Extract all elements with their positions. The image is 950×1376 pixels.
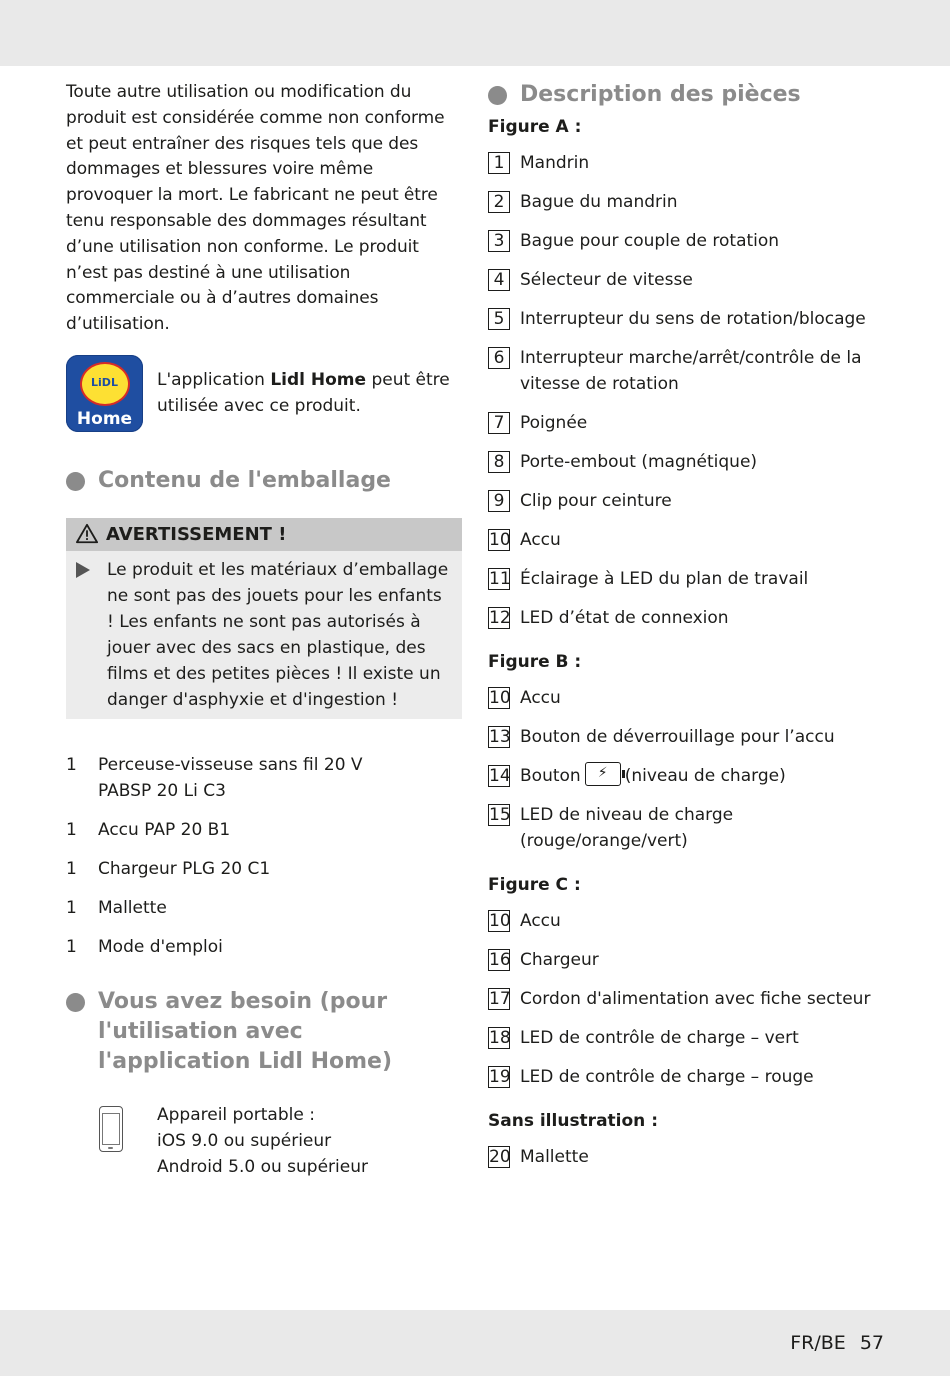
part-number: 10 <box>489 530 511 550</box>
no-illustration-list <box>488 1144 888 1170</box>
page-number: 57 <box>859 1332 884 1354</box>
device-line: Android 5.0 ou supérieur <box>157 1156 368 1177</box>
part-label: Cordon d'alimentation avec fiche secteur <box>520 989 871 1009</box>
battery-charge-icon: ⚡ <box>585 762 621 786</box>
list-item <box>66 817 462 843</box>
smartphone-icon <box>99 1106 123 1152</box>
figure-b-list <box>488 685 888 854</box>
parts-heading <box>488 80 888 110</box>
list-item <box>66 856 462 882</box>
needs-heading <box>66 987 462 1077</box>
list-item <box>488 527 888 553</box>
section-bullet-icon <box>66 993 85 1012</box>
item-quantity: 1 <box>66 754 77 775</box>
warning-title: AVERTISSEMENT ! <box>106 523 287 545</box>
page-footer <box>790 1332 884 1354</box>
part-number: 15 <box>489 805 511 825</box>
list-item <box>488 150 888 176</box>
part-number: 20 <box>489 1147 511 1167</box>
packaging-title: Contenu de l'emballage <box>98 467 391 493</box>
top-bar <box>0 0 950 66</box>
no-illustration-label: Sans illustration : <box>488 1111 658 1131</box>
list-item <box>488 1025 888 1051</box>
packaging-heading <box>66 466 462 496</box>
part-number: 13 <box>489 727 511 747</box>
parts-title: Description des pièces <box>520 82 801 107</box>
list-item <box>488 986 888 1012</box>
list-item <box>488 605 888 631</box>
part-number: 16 <box>489 950 511 970</box>
device-requirements-text <box>157 1102 368 1180</box>
figure-a-list <box>488 150 888 631</box>
item-label: Mode d'emploi <box>98 936 223 957</box>
part-number: 11 <box>489 569 511 589</box>
part-label: Porte-embout (magnétique) <box>520 452 758 472</box>
part-number: 7 <box>488 412 510 434</box>
part-number: 9 <box>488 490 510 512</box>
part-label: Bague du mandrin <box>520 192 678 212</box>
needs-title: Vous avez besoin (pour l'utilisation avec l'application Lidl Home) <box>98 988 393 1074</box>
part-label: Accu <box>520 911 561 931</box>
list-item <box>488 1144 888 1170</box>
part-number: 5 <box>488 308 510 330</box>
list-item <box>66 895 462 921</box>
item-quantity: 1 <box>66 936 77 957</box>
part-number: 19 <box>489 1067 511 1087</box>
item-quantity: 1 <box>66 819 77 840</box>
item-label: Chargeur PLG 20 C1 <box>98 858 271 879</box>
item-label <box>98 752 363 804</box>
part-label: Mandrin <box>520 153 590 173</box>
part-number: 4 <box>488 269 510 291</box>
lidl-logo-text: LiDL <box>91 375 118 389</box>
figure-b-label: Figure B : <box>488 652 582 672</box>
list-item <box>66 934 462 960</box>
item-label: Accu PAP 20 B1 <box>98 819 231 840</box>
part-label: Interrupteur marche/arrêt/contrôle de la vitesse de rotation <box>520 348 862 394</box>
part-label: Bague pour couple de rotation <box>520 231 780 251</box>
warning-header <box>66 518 462 551</box>
right-column <box>488 80 888 1183</box>
list-item <box>488 488 888 514</box>
part-label: LED de contrôle de charge – vert <box>520 1028 799 1048</box>
app-name: Lidl Home <box>270 369 367 390</box>
figure-c-label: Figure C : <box>488 875 581 895</box>
intro-paragraph: Toute autre utilisation ou modification du produit est considérée comme non conforme et peut entraîner des risques tels que des dommages et blessures voire même provoquer la mort. Le fabricant ne peut être tenu responsable des dommages résultant d’une utilisation non conforme. Le produit n’est pas destiné à une utilisation commerciale ou à d’autres domaines d’utilisation. <box>66 82 445 335</box>
item-line: PABSP 20 Li C3 <box>98 780 226 801</box>
part-label: Interrupteur du sens de rotation/blocage <box>520 309 866 329</box>
part-label: Clip pour ceinture <box>520 491 672 511</box>
part-label: LED de contrôle de charge – rouge <box>520 1067 814 1087</box>
item-quantity: 1 <box>66 897 77 918</box>
list-item <box>66 752 462 804</box>
list-item <box>488 267 888 293</box>
part-number: 6 <box>488 347 510 369</box>
part-number: 10 <box>489 688 511 708</box>
part-label: LED de niveau de charge (rouge/orange/vert) <box>520 805 734 851</box>
part-label: Accu <box>520 530 561 550</box>
part-label-after: (niveau de charge) <box>624 766 786 786</box>
part-number: 2 <box>488 191 510 213</box>
list-item <box>488 449 888 475</box>
list-item <box>488 763 888 789</box>
part-number: 12 <box>489 608 511 628</box>
package-contents-list <box>66 752 462 960</box>
warning-box <box>66 518 462 719</box>
app-text-after: peut être utilisée avec ce produit. <box>157 369 450 416</box>
part-number: 17 <box>489 989 511 1009</box>
warning-text: Le produit et les matériaux d’emballage ne sont pas des jouets pour les enfants ! Les enfants ne sont pas autorisés à jouer avec des sacs en plastique, des films et des petites pièces ! Il existe un danger d'asphyxie et d'ingestion ! <box>107 559 449 710</box>
footer-locale: FR/BE <box>790 1332 846 1354</box>
app-text-before: L'application <box>157 369 271 390</box>
part-label: Mallette <box>520 1147 589 1167</box>
device-line: iOS 9.0 ou supérieur <box>157 1130 332 1151</box>
list-item <box>488 410 888 436</box>
list-item <box>488 189 888 215</box>
part-label-before: Bouton <box>520 766 581 786</box>
part-label: Accu <box>520 688 561 708</box>
part-number: 18 <box>489 1028 511 1048</box>
part-number: 3 <box>488 230 510 252</box>
play-bullet-icon <box>76 562 90 578</box>
app-notice-text <box>157 355 462 419</box>
left-column <box>66 80 462 1180</box>
part-number: 14 <box>489 766 511 786</box>
app-notice <box>66 355 462 432</box>
list-item <box>488 802 888 854</box>
part-label: Bouton de déverrouillage pour l’accu <box>520 727 835 747</box>
device-requirements <box>66 1102 462 1180</box>
item-quantity: 1 <box>66 858 77 879</box>
list-item <box>488 947 888 973</box>
warning-body <box>66 551 462 719</box>
lidl-home-app-icon <box>66 355 143 432</box>
part-number: 10 <box>489 911 511 931</box>
figure-a-label: Figure A : <box>488 117 582 137</box>
item-label: Mallette <box>98 897 167 918</box>
part-label <box>520 763 786 789</box>
part-number: 8 <box>488 451 510 473</box>
list-item <box>488 1064 888 1090</box>
part-label: LED d’état de connexion <box>520 608 729 628</box>
list-item <box>488 685 888 711</box>
app-icon-label: Home <box>76 408 133 429</box>
device-line: Appareil portable : <box>157 1104 315 1125</box>
list-item <box>488 306 888 332</box>
section-bullet-icon <box>488 86 507 105</box>
list-item <box>488 724 888 750</box>
list-item <box>488 566 888 592</box>
part-label: Poignée <box>520 413 588 433</box>
list-item <box>488 228 888 254</box>
figure-c-list <box>488 908 888 1090</box>
warning-triangle-icon <box>76 523 98 545</box>
part-label: Sélecteur de vitesse <box>520 270 693 290</box>
part-number: 1 <box>488 152 510 174</box>
item-line: Perceuse-visseuse sans fil 20 V <box>98 754 363 775</box>
part-label: Chargeur <box>520 950 599 970</box>
list-item <box>488 345 888 397</box>
part-label: Éclairage à LED du plan de travail <box>520 569 809 589</box>
list-item <box>488 908 888 934</box>
section-bullet-icon <box>66 472 85 491</box>
